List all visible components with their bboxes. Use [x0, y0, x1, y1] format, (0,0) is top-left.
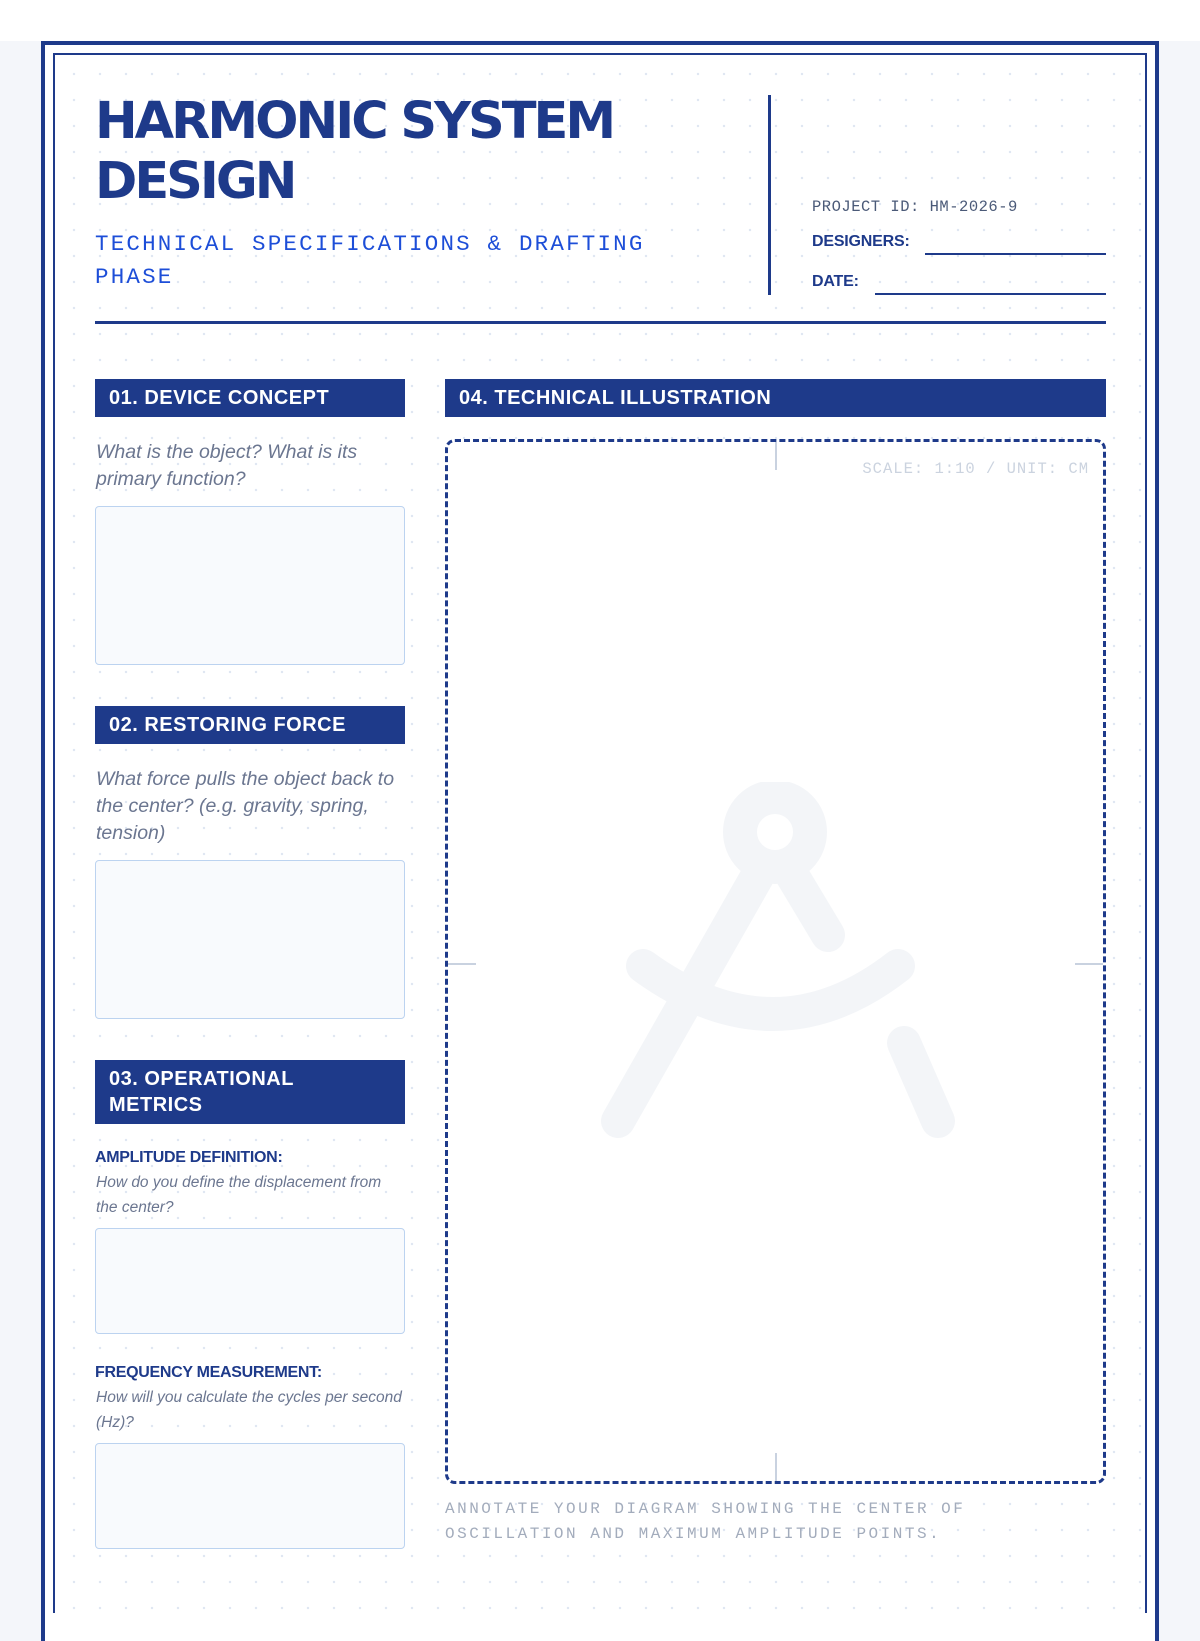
section-heading-device-concept: 01. DEVICE CONCEPT — [95, 379, 405, 417]
frequency-prompt: How will you calculate the cycles per second (Hz)? — [96, 1389, 402, 1431]
restoring-force-answer-box[interactable] — [95, 860, 405, 1019]
left-center-tick — [448, 963, 476, 965]
drafting-compass-icon — [598, 782, 958, 1142]
right-center-tick — [1075, 963, 1103, 965]
scale-label: SCALE: 1:10 / UNIT: CM — [862, 460, 1089, 478]
date-field[interactable] — [875, 293, 1106, 295]
section-heading-operational-metrics: 03. OPERATIONAL METRICS — [95, 1060, 405, 1124]
bottom-center-tick — [775, 1453, 777, 1481]
amplitude-label: AMPLITUDE DEFINITION: — [95, 1149, 283, 1166]
date-label: DATE: — [812, 273, 859, 290]
drawing-canvas[interactable] — [445, 439, 1106, 1484]
designers-field[interactable] — [925, 253, 1106, 255]
top-center-tick — [775, 442, 777, 470]
section-heading-restoring-force: 02. RESTORING FORCE — [95, 706, 405, 744]
designers-label: DESIGNERS: — [812, 233, 910, 250]
restoring-force-prompt: What force pulls the object back to the center? (e.g. gravity, spring, tension) — [96, 768, 395, 844]
page-title: HARMONIC SYSTEM DESIGN — [95, 92, 614, 211]
project-id: PROJECT ID: HM-2026-9 — [812, 198, 1018, 216]
page-subtitle: TECHNICAL SPECIFICATIONS & DRAFTING PHASE — [95, 231, 645, 290]
section-heading-technical-illustration: 04. TECHNICAL ILLUSTRATION — [445, 379, 1106, 417]
header-divider — [768, 95, 771, 295]
annotation-instructions: ANNOTATE YOUR DIAGRAM SHOWING THE CENTER OF OSCILLATION AND MAXIMUM AMPLITUDE POINTS. — [445, 1500, 966, 1543]
frequency-label: FREQUENCY MEASUREMENT: — [95, 1364, 322, 1381]
top-margin — [0, 0, 1200, 41]
device-concept-answer-box[interactable] — [95, 506, 405, 665]
amplitude-prompt: How do you define the displacement from the center? — [96, 1174, 382, 1216]
amplitude-answer-box[interactable] — [95, 1228, 405, 1334]
frequency-answer-box[interactable] — [95, 1443, 405, 1549]
device-concept-prompt: What is the object? What is its primary function? — [96, 441, 358, 490]
header-rule — [95, 321, 1106, 324]
